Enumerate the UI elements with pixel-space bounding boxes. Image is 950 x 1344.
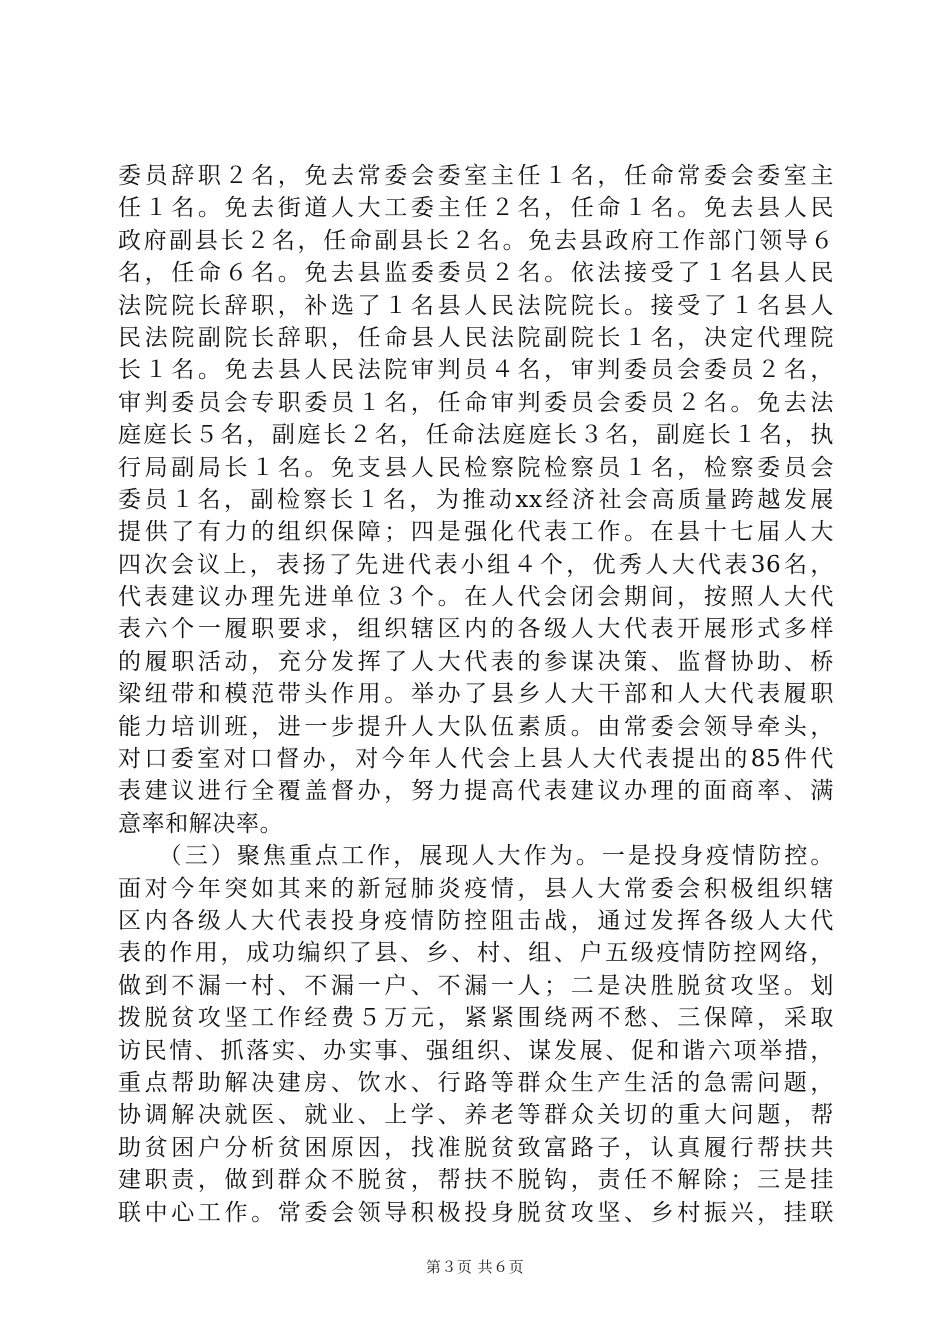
text-line: 助贫困户分析贫困原因，找准脱贫致富路子，认真履行帮扶共 [118, 1134, 834, 1161]
text-line: 拨脱贫攻坚工作经费５万元，紧紧围绕两不愁、三保障，采取 [118, 1005, 834, 1032]
text-line: 委员辞职２名，免去常委会委室主任１名，任命常委会委室主 [118, 163, 834, 189]
text-line: 法院院长辞职，补选了１名县人民法院院长。接受了１名县人 [118, 292, 834, 319]
text-line: 民法院副院长辞职，任命县人民法院副院长１名，决定代理院 [118, 324, 834, 351]
text-line: 代表建议办理先进单位３个。在人代会闭会期间，按照人大代 [118, 584, 834, 611]
text-line: 行局副局长１名。免支县人民检察院检察员１名，检察委员会 [118, 454, 834, 481]
text-line: 能力培训班，进一步提升人大队伍素质。由常委会领导牵头， [118, 713, 834, 740]
text-line: 表建议进行全覆盖督办，努力提高代表建议办理的面商率、满 [118, 778, 834, 805]
text-line: （三）聚焦重点工作，展现人大作为。一是投身疫情防控。 [118, 843, 834, 870]
text-line: 重点帮助解决建房、饮水、行路等群众生产生活的急需问题， [118, 1069, 834, 1096]
page-number-footer: 第３页 共６页 [425, 1258, 525, 1276]
text-line: 联中心工作。常委会领导积极投身脱贫攻坚、乡村振兴，挂联 [118, 1199, 834, 1226]
text-line: 区内各级人大代表投身疫情防控阻击战，通过发挥各级人大代 [118, 907, 834, 934]
text-line: 建职责，做到群众不脱贫，帮扶不脱钩，责任不解除；三是挂 [118, 1167, 834, 1194]
text-line: 面对今年突如其来的新冠肺炎疫情，县人大常委会积极组织辖 [118, 875, 834, 902]
text-line: 梁纽带和模范带头作用。举办了县乡人大干部和人大代表履职 [118, 681, 834, 708]
text-line: 审判委员会专职委员１名，任命审判委员会委员２名。免去法 [118, 389, 834, 416]
text-line: 政府副县长２名，任命副县长２名。免去县政府工作部门领导６ [118, 227, 834, 254]
paragraph-end-line: 意率和解决率。 [118, 810, 284, 837]
text-line: 做到不漏一村、不漏一户、不漏一人；二是决胜脱贫攻坚。划 [118, 972, 834, 999]
text-line: 名，任命６名。免去县监委委员２名。依法接受了１名县人民 [118, 260, 834, 287]
text-line: 任１名。免去街道人大工委主任２名，任命１名。免去县人民 [118, 195, 834, 222]
text-line: 对口委室对口督办，对今年人代会上县人大代表提出的85件代 [118, 746, 834, 773]
text-line: 协调解决就医、就业、上学、养老等群众关切的重大问题，帮 [118, 1102, 834, 1129]
text-line: 表六个一履职要求，组织辖区内的各级人大代表开展形式多样 [118, 616, 834, 643]
text-line: 表的作用，成功编织了县、乡、村、组、户五级疫情防控网络， [118, 940, 834, 967]
body-text [118, 160, 834, 1229]
text-line: 的履职活动，充分发挥了人大代表的参谋决策、监督协助、桥 [118, 648, 834, 675]
text-line: 访民情、抓落实、办实事、强组织、谋发展、促和谐六项举措， [118, 1037, 834, 1064]
text-line: 四次会议上，表扬了先进代表小组４个，优秀人大代表36名， [118, 551, 834, 578]
text-line: 庭庭长５名，副庭长２名，任命法庭庭长３名，副庭长１名，执 [118, 422, 834, 449]
text-line: 长１名。免去县人民法院审判员４名，审判委员会委员２名， [118, 357, 834, 384]
text-line: 提供了有力的组织保障；四是强化代表工作。在县十七届人大 [118, 519, 834, 546]
text-line: 委员１名，副检察长１名，为推动xx经济社会高质量跨越发展 [118, 486, 834, 513]
